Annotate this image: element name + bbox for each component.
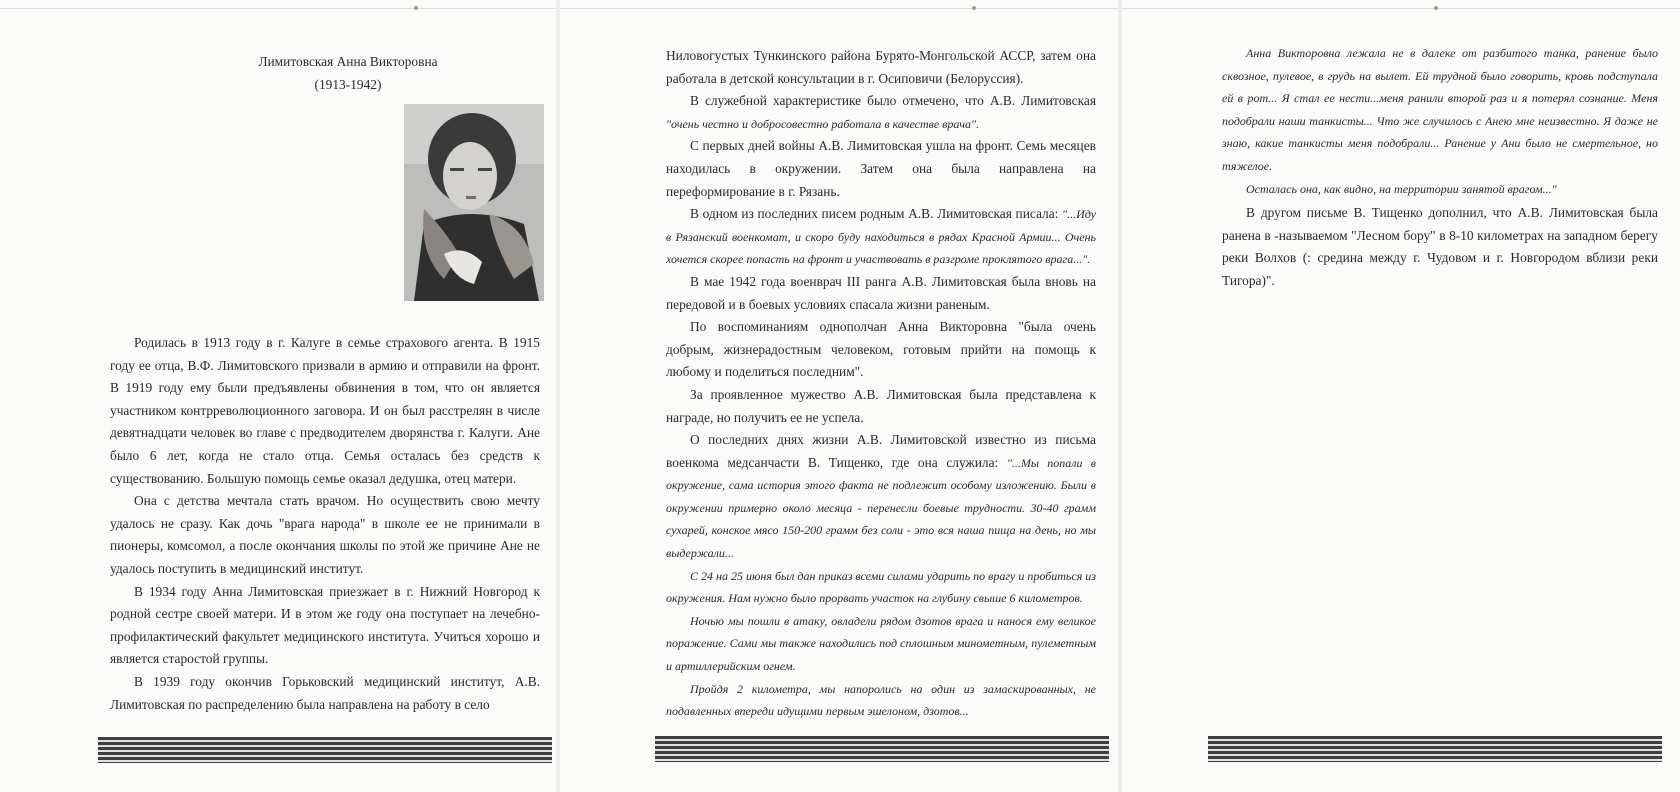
- paragraph: Родилась в 1913 году в г. Калуге в семье страхового агента. В 1915 году ее отца, В.Ф. Лимитовского призвали в армию и отправили на фронт. В 1919 году ему были предъявлены обвинения в том, что он является участником контрреволюционного заговора. И он был расстрелян в числе девятнадцати человек во главе с предводителем дворянства г. Калуги. Ане было 6 лет, когда не стало отца. Семья осталась без средств к существованию. Большую помощь семье оказал дедушка, отец матери.: [110, 335, 540, 486]
- quote-paragraph: Пройдя 2 километра, мы напоролись на один из замаскированных, не подавленных впереди идущими первым эшелоном, дзотов...: [666, 681, 1096, 719]
- paragraph-text: В одном из последних писем родным А.В. Лимитовская писала:: [690, 206, 1059, 222]
- portrait-illustration: [404, 104, 544, 301]
- paragraph: [666, 429, 1096, 565]
- paragraph: В 1934 году Анна Лимитовская приезжает в г. Нижний Новгород к родной сестре своей матери. И в этом же году она поступает на лечебно-профилактический факультет медицинского института. Учиться хорошо и является старостой группы.: [110, 583, 540, 667]
- paragraph: За проявленное мужество А.В. Лимитовская была представлена к награде, но получить ее не успела.: [666, 386, 1096, 425]
- page-top-edge: [1122, 8, 1680, 9]
- paragraph: По воспоминаниям однополчан Анна Викторовна "была очень добрым, жизнерадостным человеком, готовым прийти на помощь к любому и поделиться последним".: [666, 319, 1096, 380]
- quote-paragraph: С 24 на 25 июня был дан приказ всеми силами ударить по врагу и пробиться из окружения. Нам нужно было прорвать участок на глубину свыше 6 километров.: [666, 568, 1096, 606]
- paragraph: Ниловогустых Тункинского района Бурято-Монгольской АССР, затем она работала в детской консультации в г. Осиповичи (Белоруссия).: [666, 48, 1096, 86]
- quote-paragraph: Анна Викторовна лежала не в далеке от разбитого танка, ранение было сквозное, пулевое, в грудь на вылет. Ей трудной было говорить, кровь подступала ей в рот... Я стал ее нести...меня ранили второй раз и я потерял сознание. Меня подобрали наши танкисты... Что же случилось с Анею мне неизвестно. Я даже не знаю, какие танкисты меня подобрали... Ранение у Ани было не смертельное, но тяжелое.: [1222, 46, 1658, 173]
- document-page-2: [560, 0, 1118, 792]
- page-title: Лимитовская Анна Викторовна: [258, 54, 438, 69]
- paragraph: Она с детства мечтала стать врачом. Но осуществить свою мечту удалось не сразу. Как дочь "врага народа" в школе ее не принимали в пионеры, комсомол, а после окончания школы по этой же причине Ане не удалось поступить в медицинский институт.: [110, 493, 540, 576]
- document-page-1: [0, 0, 556, 792]
- portrait-photo: [404, 104, 544, 301]
- document-page-3: [1122, 0, 1680, 792]
- page-top-edge: [560, 8, 1118, 9]
- staple-mark: [972, 6, 976, 10]
- paragraph: В мае 1942 года военврач III ранга А.В. Лимитовская была вновь на передовой и в боевых условиях спасала жизни раненым.: [666, 273, 1096, 312]
- paragraph-text: О последних днях жизни А.В. Лимитовской известно из письма военкома медсанчасти В. Тищенко, где она служила:: [666, 432, 1096, 470]
- paragraph: [666, 203, 1096, 271]
- page-top-edge: [0, 8, 556, 9]
- paragraph: [666, 90, 1096, 135]
- quote-paragraph: Ночью мы пошли в атаку, овладели рядом дзотов врага и нанося ему великое поражение. Сами мы также находились под сплошным минометным, пулеметным и артиллерийским огнем.: [666, 613, 1096, 674]
- quote-paragraph: Осталась она, как видно, на территории занятой врагом...": [1246, 181, 1557, 196]
- quote-text: "...Мы попали в окружение, сама история этого факта не подлежит особому изложению. Были в окружении примерно около месяца - перенесли боевые трудности. 30-40 грамм сухарей, конское мясо 150-200 грамм без соли - это вся наша пища на день, но мы выдержали...: [666, 455, 1096, 561]
- paragraph: В 1939 году окончив Горьковский медицинский институт, А.В. Лимитовская по распределению была направлена на работу в село: [110, 673, 540, 712]
- paragraph-text: В служебной характеристике было отмечено, что А.В. Лимитовская: [690, 93, 1096, 109]
- quote-text: "очень честно и добросовестно работала в качестве врача".: [666, 116, 979, 131]
- ribbon-stripe: [1208, 736, 1662, 762]
- quote-text: "...Иду в Рязанский военкомат, и скоро буду находиться в рядах Красной Армии... Очень хочется скорее попасть на фронт и участвовать в разгроме проклятого врага...".: [666, 207, 1096, 267]
- staple-mark: [1434, 6, 1438, 10]
- paragraph: С первых дней войны А.В. Лимитовская ушла на фронт. Семь месяцев находилась в окружении. Затем она была направлена на переформирование в г. Рязань.: [666, 138, 1096, 199]
- page-years: (1913-1942): [314, 76, 382, 92]
- ribbon-stripe: [98, 737, 552, 763]
- ribbon-stripe: [655, 736, 1109, 762]
- staple-mark: [414, 6, 418, 10]
- paragraph: В другом письме В. Тищенко дополнил, что А.В. Лимитовская была ранена в -называемом "Лесном бору" в 8-10 километрах на западном берегу реки Волхов (: средина между г. Чудовом и г. Новгородом вблизи реки Тигора)".: [1222, 205, 1658, 288]
